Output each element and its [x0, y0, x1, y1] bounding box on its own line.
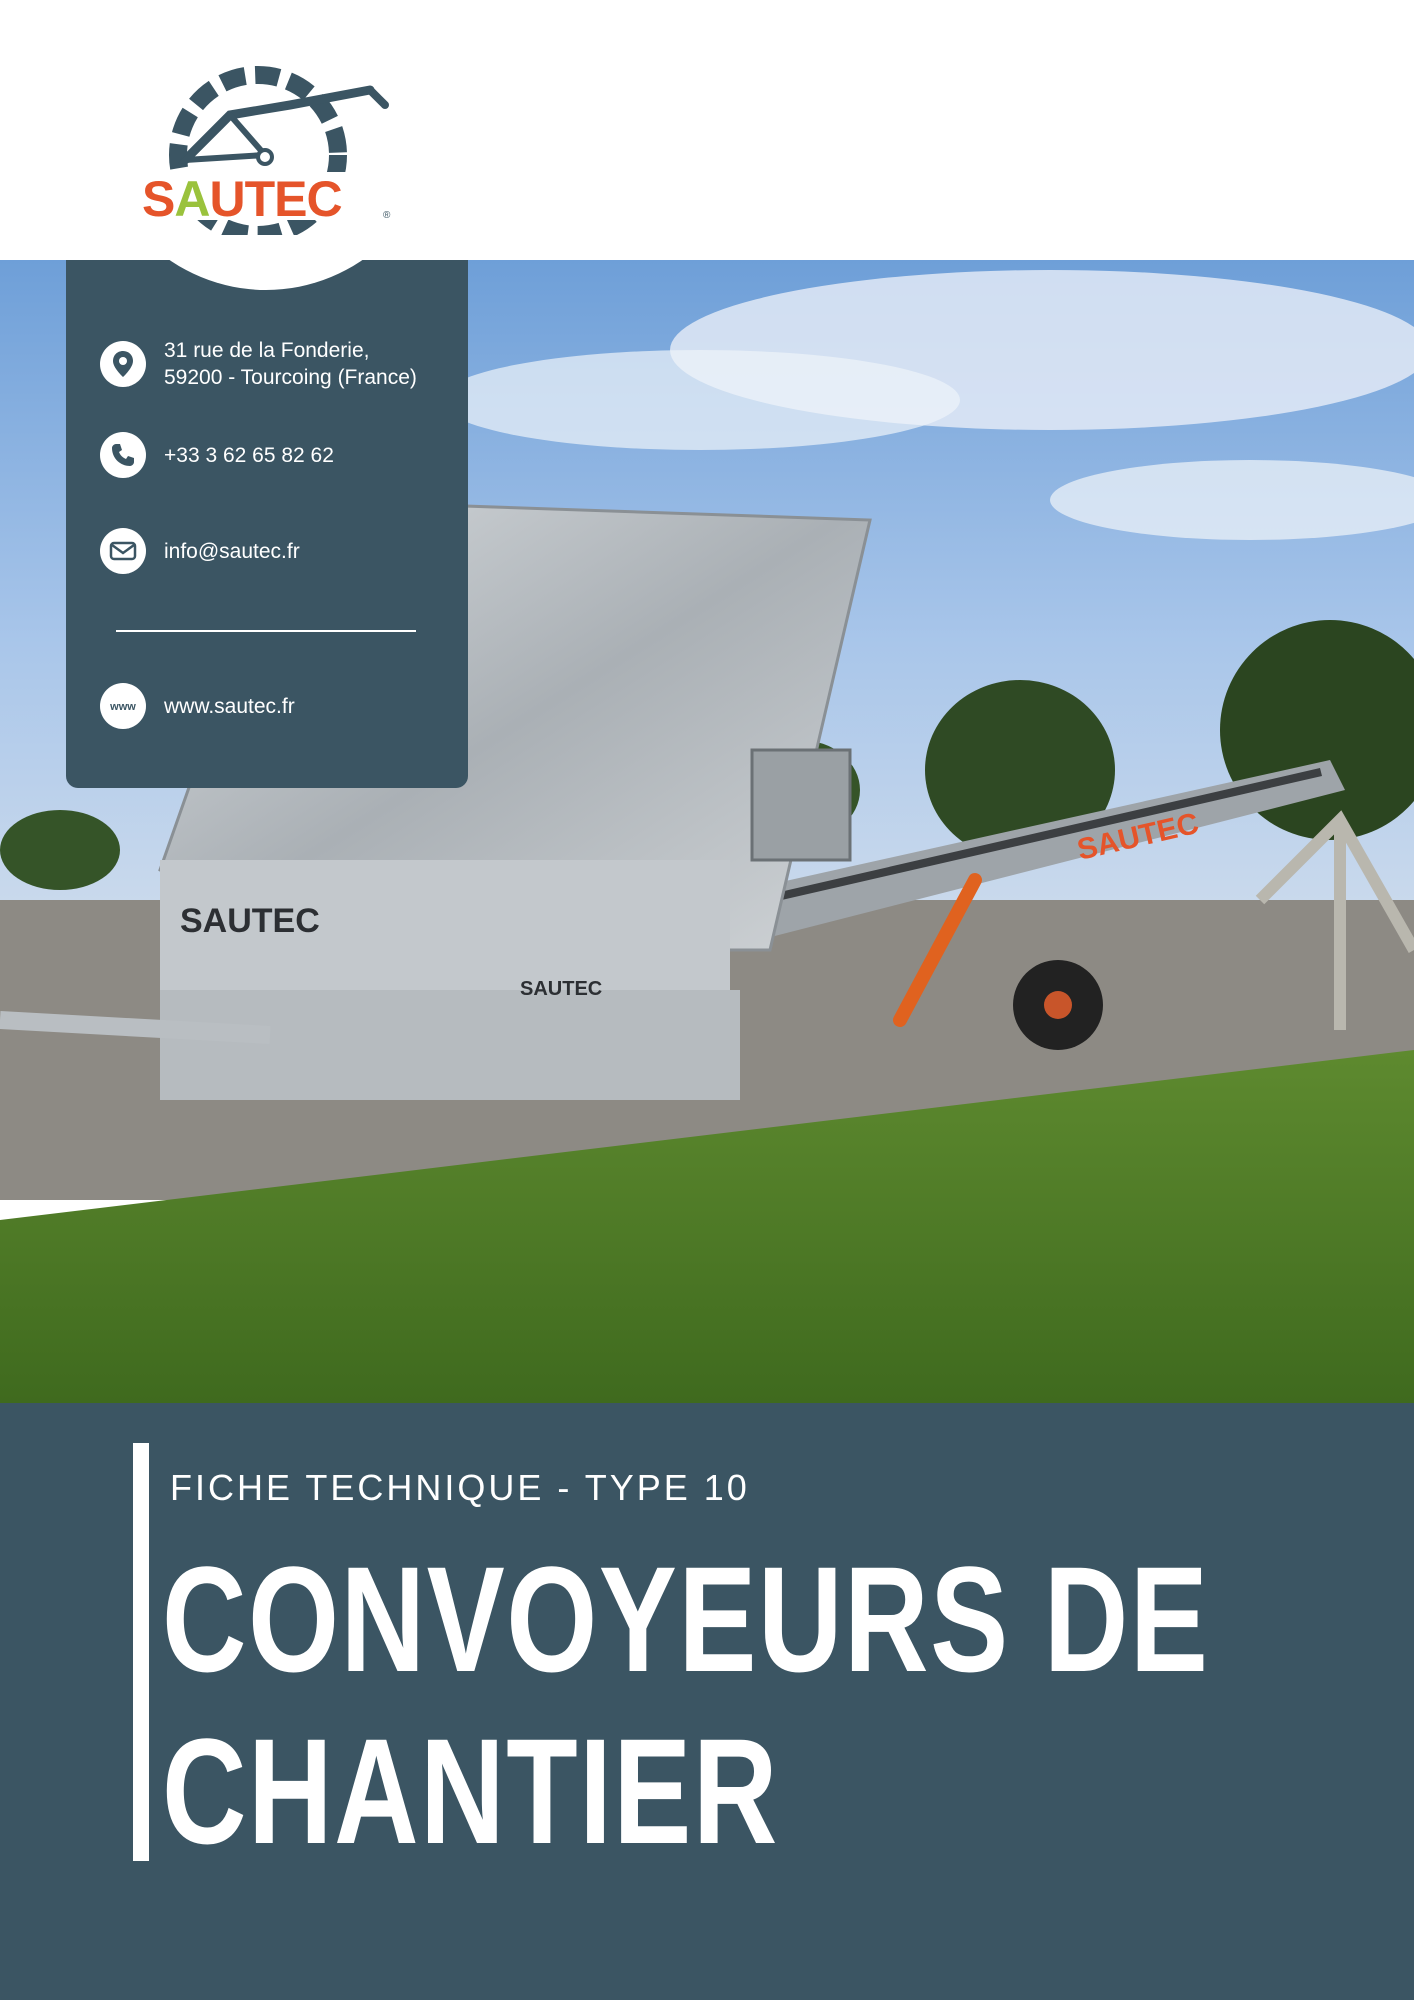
phone-number[interactable]: +33 3 62 65 82 62 [164, 443, 334, 467]
phone-row [100, 432, 334, 478]
svg-text:SAUTEC: SAUTEC [142, 171, 342, 227]
title-line-1: CONVOYEURS DE [162, 1535, 1210, 1703]
document-title [162, 1533, 1332, 1877]
title-accent-bar [133, 1443, 149, 1861]
machine-label-belt: SAUTEC [1074, 806, 1202, 867]
title-line-2: CHANTIER [162, 1707, 779, 1875]
address-row [100, 337, 417, 391]
email-address[interactable]: info@sautec.fr [164, 539, 300, 563]
machine-label-hopper: SAUTEC [180, 902, 320, 940]
website-row [100, 683, 295, 729]
address-line1: 31 rue de la Fonderie, [164, 339, 370, 362]
sautec-logo [140, 60, 400, 235]
email-row [100, 528, 300, 574]
www-icon [100, 683, 146, 729]
title-band [0, 1403, 1414, 2000]
document-subtitle: FICHE TECHNIQUE - TYPE 10 [170, 1467, 750, 1508]
website-url[interactable]: www.sautec.fr [164, 694, 295, 718]
contact-divider [116, 630, 416, 632]
svg-text:www: www [110, 701, 136, 713]
address-line2: 59200 - Tourcoing (France) [164, 366, 417, 389]
location-pin-icon [100, 341, 146, 387]
envelope-icon [100, 528, 146, 574]
phone-icon [100, 432, 146, 478]
svg-text:®: ® [383, 210, 391, 221]
machine-label-box: SAUTEC [520, 978, 603, 1000]
address-text [164, 337, 417, 391]
contact-card [66, 260, 468, 788]
